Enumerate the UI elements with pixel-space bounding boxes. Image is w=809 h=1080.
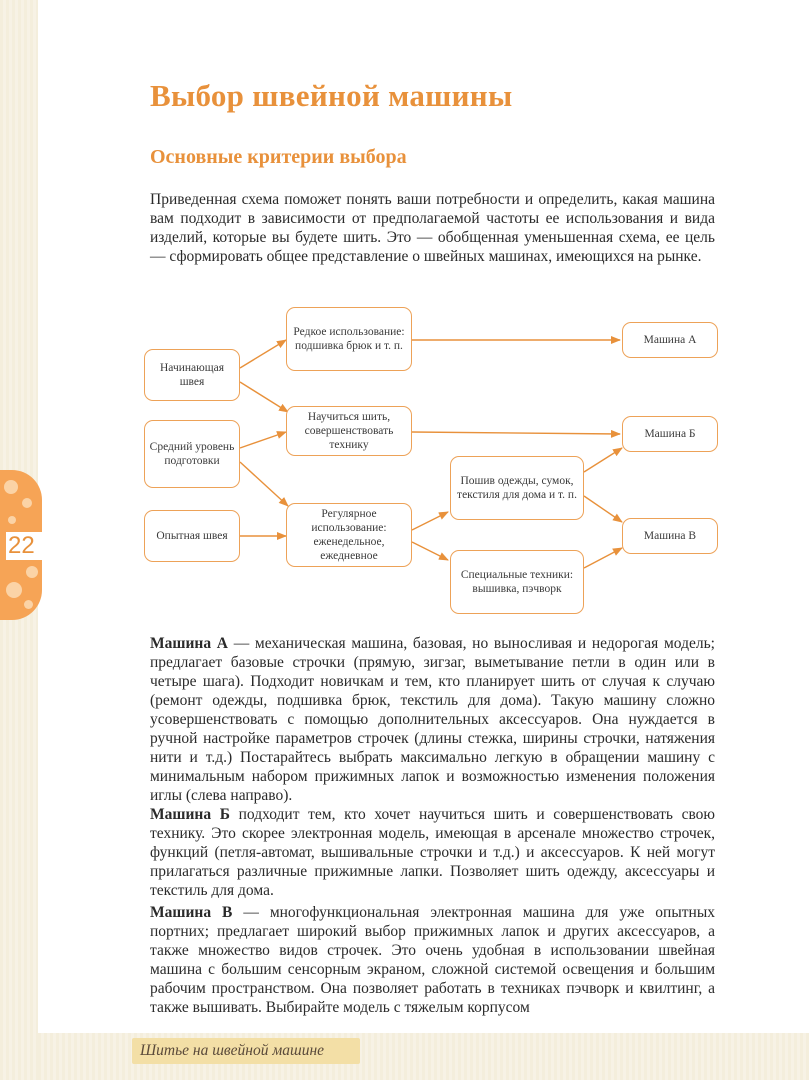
arrow-regular-to-sewing (412, 512, 448, 530)
arrow-beginner-to-rare (240, 340, 286, 368)
page-title: Выбор швейной машины (150, 78, 513, 113)
footer-book-title: Шитье на швейной машине (132, 1038, 360, 1064)
machine-a: Машина А (622, 322, 718, 358)
machine-b: Машина Б (622, 416, 718, 452)
paragraph-lead: Машина А (150, 635, 228, 652)
section-subtitle: Основные критерии выбора (150, 146, 407, 168)
paragraph-body: подходит тем, кто хочет научиться шить и совершенствовать свою технику. Это скорее электронная модель, имеющая в арсенале множество строчек, функций (петля-автомат, вышивальные строчки и т.д.) и аксессуаров. К ней могут прилагаться различные прижимные лапки. Позволяет шить одежду, аксессуары и текстиль для дома. (150, 806, 716, 899)
paragraph-machine-a (150, 634, 715, 805)
arrow-intermediate-to-regular (240, 462, 288, 506)
intro-paragraph: Приведенная схема поможет понять ваши потребности и определить, какая машина вам подходит в зависимости от предполагаемой частоты ее использования и вида изделий, которые вы будете шить. Это — обобщенная уменьшенная схема, ее цель — сформировать общее представление о швейных машинах, имеющихся на рынке. (150, 191, 715, 265)
selection-flowchart (0, 300, 809, 630)
use-learn: Научиться шить, совершенствовать технику (286, 406, 412, 456)
arrow-regular-to-special (412, 542, 448, 560)
paragraph-lead: Машина В (150, 904, 233, 921)
arrow-beginner-to-learn (240, 382, 288, 412)
arrow-intermediate-to-learn (240, 432, 286, 448)
level-expert: Опытная швея (144, 510, 240, 562)
task-sewing: Пошив одежды, сумок, текстиля для дома и т. п. (450, 456, 584, 520)
paragraph-machine-v (150, 903, 715, 1017)
paragraph-lead: Машина Б (150, 806, 230, 823)
page-number: 22 (6, 532, 68, 560)
level-beginner: Начинающая швея (144, 349, 240, 401)
paragraph-body: — многофункциональная электронная машина для уже опытных портних; предлагает широкий выбор прижимных лапок и других аксессуаров, а также множество видов строчек. Это очень удобная в использовании швейная машина с большим сенсорным экраном, сложной системой освещения и большим рабочим пространством. Она позволяет работать в техниках пэчворк и квилтинг, а также вышивать. Выбирайте модель с тяжелым корпусом (150, 904, 715, 1016)
task-special: Специальные техники: вышивка, пэчворк (450, 550, 584, 614)
arrow-special-to-machine-v (584, 548, 622, 568)
arrow-learn-to-machine-b (412, 432, 620, 434)
machine-v: Машина В (622, 518, 718, 554)
use-regular: Регулярное использование: еженедельное, ежедневное (286, 503, 412, 567)
paragraph-machine-b (150, 805, 715, 900)
use-rare: Редкое использование: подшивка брюк и т. п. (286, 307, 412, 371)
level-intermediate: Средний уровень подготовки (144, 420, 240, 488)
arrow-sewing-to-machine-v (584, 496, 622, 522)
paragraph-body: — механическая машина, базовая, но выносливая и недорогая модель; предлагает базовые строчки (прямую, зигзаг, выметывание петли в один или в четыре шага). Подходит новичкам и тем, кто планирует шить от случая к случаю (ремонт одежды, подшивка брюк, текстиль для дома). Такую машину сложно усовершенствовать с помощью дополнительных аксессуаров. Она нуждается в ручной настройке параметров строчек (длины стежка, ширины строчки, натяжения нити и т.д.) Постарайтесь выбрать максимально легкую в обращении машину с минимальным набором прижимных лапок и возможностью изменения положения иглы (слева направо). (150, 635, 715, 804)
arrow-sewing-to-machine-b (584, 448, 622, 472)
